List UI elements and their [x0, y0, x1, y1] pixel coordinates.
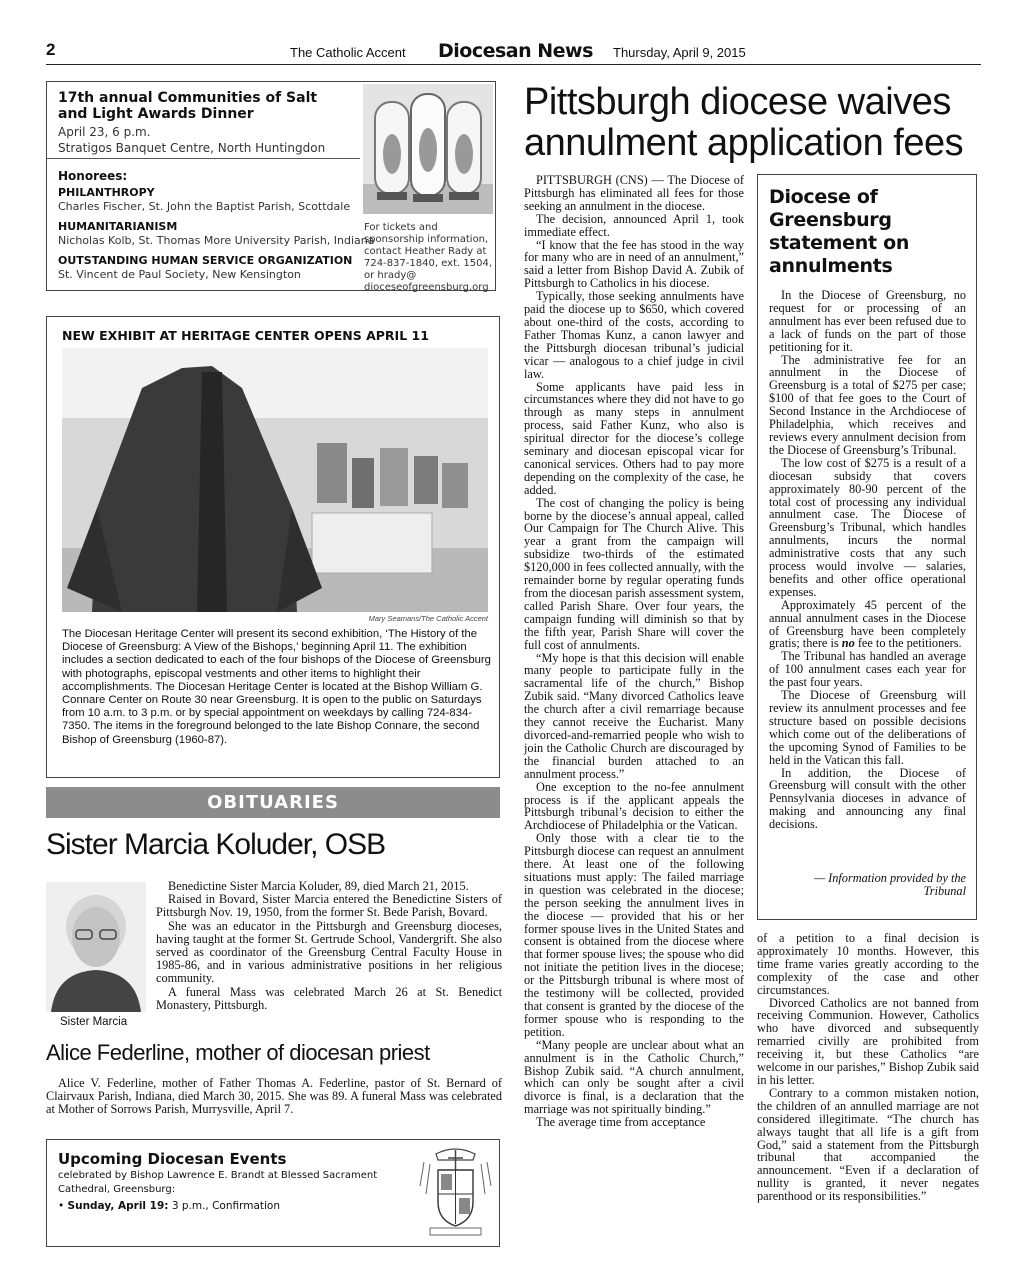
- obituary-body: Alice V. Federline, mother of Father Thomas A. Federline, pastor of St. Bernard of Clairvaux Parish, Indiana, died March 30, 2015. She was 89. A funeral Mass was celebrated at Mother of Sorrows Parish, Murrysville, April 7.: [46, 1076, 502, 1117]
- honorees-label: Honorees:: [58, 169, 128, 183]
- statement-source: — Information provided by the Tribunal: [814, 871, 966, 898]
- portrait-photo: [46, 882, 146, 1012]
- honoree-category: PHILANTHROPY: [58, 186, 155, 199]
- awards-venue: Stratigos Banquet Centre, North Huntingdon: [58, 141, 326, 155]
- obituaries-banner: OBITUARIES: [46, 787, 500, 818]
- section-title: Diocesan News: [438, 40, 593, 62]
- honoree-name: Charles Fischer, St. John the Baptist Parish, Scottdale: [58, 200, 351, 213]
- article-headline: Pittsburgh diocese waives annulment application fees: [524, 81, 964, 164]
- portrait-caption: Sister Marcia: [60, 1016, 128, 1028]
- page-number: 2: [46, 40, 56, 59]
- exhibit-photo: [62, 348, 488, 612]
- exhibit-caption: The Diocesan Heritage Center will present its second exhibition, ‘The History of the Diocese of Greensburg: A View of the Bishops,’ beginning April 11. The exhibition includes a section dedicated to each of the four bishops of the Diocese of Greensburg with photographs, episcopal vestments and other items to highlight their accomplishments. The Diocesan Heritage Center is located at the Bishop William G. Connare Center on Route 30 near Greensburg. It is open to the public on Saturdays from 10 a.m. to 3 p.m. or by special appointment on weekdays by calling 724-834-7350. The items in the foreground belonged to the late Bishop Connare, the second Bishop of Greensburg (1960-87).: [62, 628, 491, 746]
- obituary-heading: Alice Federline, mother of diocesan priest: [46, 1040, 430, 1065]
- honoree-name: Nicholas Kolb, St. Thomas More University Parish, Indiana: [58, 234, 375, 247]
- honoree-category: OUTSTANDING HUMAN SERVICE ORGANIZATION: [58, 254, 353, 267]
- article-column: of a petition to a final decision is approximately 10 months. However, this time frame varies greatly according to the complexity of the case and other circumstances. Divorced Catholics are not banned from receiving Communion. However, Catholics who have divorced and subsequently remarried civilly are prohibited from receiving it, but these Catholics “are welcome in our parishes,” Bishop Zubik said in his letter. Contrary to a common mistaken notion, the children of an annulled marriage are not considered illegitimate. “The church has always taught that all life is a gift from God,” said a statement from the Pittsburgh tribunal that accompanied the announcement. “Even if a declaration of nullity is granted, it never negates parenthood or its responsibilities.”: [757, 931, 979, 1204]
- obituary-body: Benedictine Sister Marcia Koluder, 89, died March 21, 2015. Raised in Bovard, Sister Marcia entered the Benedictine Sisters of Pittsburgh Nov. 19, 1950, from the former St. Bede Parish, Bovard. She was an educator in the Pittsburgh and Greensburg dioceses, having taught at the former St. Gertrude School, Vandergrift. She also served as coordinator of the Greensburg Central Faculty House in 1985-86, and in various administrative positions in her religious community. A funeral Mass was celebrated March 26 at St. Benedict Monastery, Pittsburgh.: [156, 879, 502, 1012]
- obituary-heading: Sister Marcia Koluder, OSB: [46, 828, 386, 861]
- awards-divider: [47, 158, 360, 159]
- awards-contact-info: For tickets and sponsorship information, contact Heather Rady at 724-837-1840, ext. 1504, or hrady@ dioceseofgreensburg.org: [364, 222, 492, 293]
- statement-body: In the Diocese of Greensburg, no request for or processing of an annulment has ever been refused due to a lack of funds on the part of those petitioning for it. The administrative fee for an annulment in the Diocese of Greensburg is a total of $275 per case; $100 of that fee goes to the Court of Second Instance in the Archdiocese of Philadelphia, which receives and reviews every annulment decision from the Diocese of Greensburg’s Tribunal. The low cost of $275 is a result of a diocesan subsidy that covers approximately 80-90 percent of the total cost of processing any individual annulment case. The Diocese of Greensburg’s Tribunal, which handles annulments, incurs the normal administrative costs that any such process would involve — salaries, benefits and other office operational expenses. Approximately 45 percent of the annual annulment cases in the Diocese of Greensburg have been completely gratis; there is no fee to the petitioners. The Tribunal has handled an average of 100 annulment cases each year for the past four years. The Diocese of Greensburg will review its annulment processes and fee structure based on possible decisions which come out of the deliberations of the upcoming Synod of Families to be held in the Vatican this fall. In addition, the Diocese of Greensburg will consult with the other Pennsylvania dioceses in advance of making and announcing any final decisions.: [769, 288, 966, 832]
- trophy-photo: [363, 84, 493, 214]
- event-item: • Sunday, April 19: 3 p.m., Confirmation: [58, 1200, 281, 1212]
- exhibit-title: NEW EXHIBIT AT HERITAGE CENTER OPENS APRIL 11: [62, 328, 429, 343]
- coat-of-arms-icon: [418, 1146, 493, 1238]
- awards-title: 17th annual Communities of Salt and Light Awards Dinner: [58, 90, 318, 122]
- article-column: PITTSBURGH (CNS) — The Diocese of Pittsburgh has eliminated all fees for those seeking an annulment in the diocese. The decision, announced April 1, took immediate effect. “I know that the fee has stood in the way for many who are in need of an annulment,” said a letter from Bishop David A. Zubik of Pittsburgh to Catholics in his diocese. Typically, those seeking annulments have paid the diocese up to $650, which covered about one-third of the costs, according to Father Thomas Kunz, a canon lawyer and the Pittsburgh diocesan tribunal’s judicial vicar — analogous to a chief judge in civil law. Some applicants have paid less in circumstances where they did not have to go through as many steps in annulment process, said Father Kunz, who also is spiritual director for the diocese’s college seminary and diocesan episcopal vicar for canonical services. Others had to pay more depending on the complexity of the case, he added. The cost of changing the policy is being borne by the diocese’s annual appeal, called Our Campaign for The Church Alive. This year a grant from the campaign will subsidize two-thirds of the estimated $120,000 in fees collected annually, with the remainder borne by regular operating funds from the diocesan parish assessment system, called Parish Share. Over four years, the campaign funding will diminish so that by the fifth year, Parish Share will cover the full cost of annulments. “My hope is that this decision will enable many people to participate fully in the sacramental life of the church,” Bishop Zubik said. “Many divorced Catholics leave the church after a civil remarriage because they cannot receive the Eucharist. Many divorced-and-remarried people who wish to join the Catholic Church are discouraged by the financial burden attached to an annulment process.” One exception to the no-fee annulment process is if the applicant appeals the Pittsburgh tribunal’s decision to either the Archdiocese of Philadelphia or the Vatican. Only those with a clear tie to the Pittsburgh diocese can request an annulment there. At least one of the following situations must apply: The failed marriage in question was celebrated in the diocese; the person seeking the annulment lives in the diocese — provided that his or her former spouse lives in the United States and consent is obtained from the diocese where that former spouse lives; the spouse who did not initiate the petition lives in the diocese; or the Pittsburgh tribunal is where most of the testimony will be collected, provided that consent is granted by the diocese of the former spouse who is responding to the petition. “Many people are unclear about what an annulment is in the Catholic Church,” Bishop Zubik said. “A church annulment, which can only be sought after a civil divorce is final, is a declaration that the marriage was not spiritually binding.” The average time from acceptance: [524, 173, 744, 1130]
- awards-date: April 23, 6 p.m.: [58, 125, 151, 139]
- events-title: Upcoming Diocesan Events: [58, 1150, 287, 1168]
- statement-title: Diocese of Greensburg statement on annulments: [769, 186, 910, 277]
- photo-credit: Mary Seamans/The Catholic Accent: [368, 614, 488, 623]
- paper-name: The Catholic Accent: [290, 45, 406, 60]
- publication-date: Thursday, April 9, 2015: [613, 45, 746, 60]
- honoree-category: HUMANITARIANISM: [58, 220, 178, 233]
- header-divider: [46, 64, 981, 65]
- events-subtitle: celebrated by Bishop Lawrence E. Brandt at Blessed Sacrament Cathedral, Greensburg:: [58, 1170, 378, 1195]
- honoree-name: St. Vincent de Paul Society, New Kensington: [58, 268, 301, 281]
